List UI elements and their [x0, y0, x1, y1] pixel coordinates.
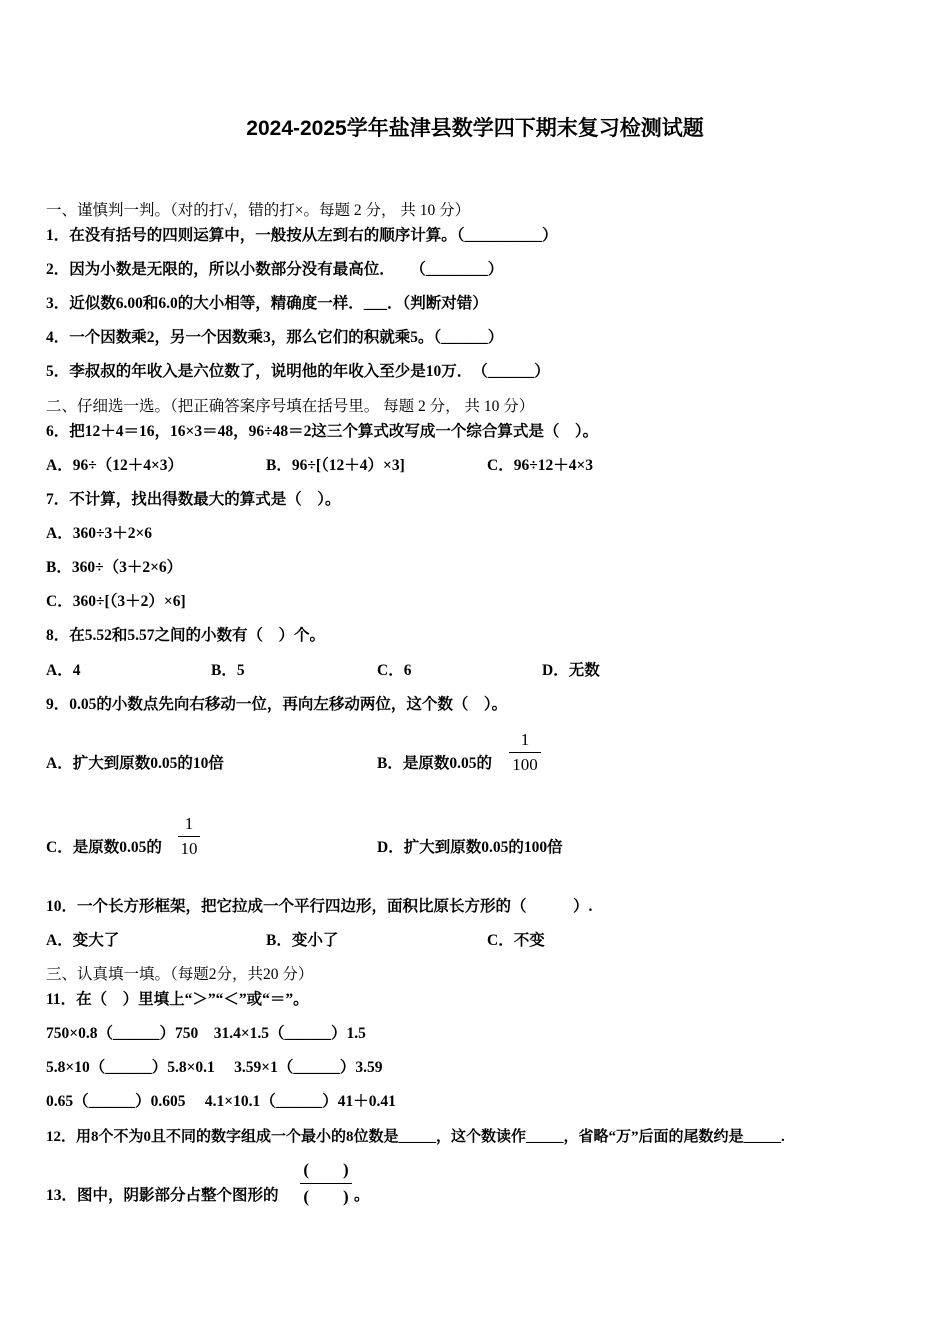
question-9: 9．0.05的小数点先向右移动一位，再向左移动两位，这个数（ ）。	[46, 696, 508, 713]
question-11-row-3: 0.65（______）0.605 4.1×10.1（______）41＋0.41	[46, 1093, 396, 1110]
blank-fraction	[300, 1159, 352, 1208]
section-3-heading: 三、认真填一填。（每题2分，共20 分）	[46, 966, 314, 983]
question-10-option-c: C．不变	[487, 932, 545, 949]
question-6-option-c: C．96÷12＋4×3	[487, 457, 594, 474]
section-2-heading: 二、仔细选一选。（把正确答案序号填在括号里。 每题 2 分， 共 10 分）	[46, 398, 535, 415]
blank-denominator: ( )	[303, 1187, 349, 1206]
question-6-option-b: B．96÷[（12＋4）×3]	[266, 457, 405, 474]
question-11-row-1: 750×0.8（______）750 31.4×1.5（______）1.5	[46, 1025, 366, 1042]
question-8-option-b: B．5	[211, 662, 245, 679]
question-6: 6．把12＋4＝16，16×3＝48，96÷48＝2这三个算式改写成一个综合算式是（ ）。	[46, 423, 599, 440]
question-7-option-a: A．360÷3＋2×6	[46, 525, 153, 542]
question-8-option-c: C．6	[377, 662, 412, 679]
question-9-option-a: A．扩大到原数0.05的10倍	[46, 755, 224, 772]
question-9-option-c: C．是原数0.05的	[46, 839, 162, 856]
question-11: 11．在（ ）里填上“＞”“＜”或“＝”。	[46, 991, 309, 1008]
question-8-option-d: D．无数	[542, 662, 600, 679]
question-13-period: 。	[354, 1187, 370, 1204]
question-7-option-c: C．360÷[（3＋2）×6]	[46, 593, 186, 610]
question-13: 13．图中，阴影部分占整个图形的	[46, 1187, 279, 1204]
blank-numerator: ( )	[303, 1160, 349, 1179]
question-1: 1．在没有括号的四则运算中，一般按从左到右的顺序计算。（__________）	[46, 227, 558, 244]
fraction-one-hundredth: 1 100	[509, 729, 541, 776]
question-4: 4．一个因数乘2，另一个因数乘3，那么它们的积就乘5。（______）	[46, 329, 504, 346]
question-7: 7．不计算，找出得数最大的算式是（ ）。	[46, 491, 341, 508]
question-7-option-b: B．360÷（3＋2×6）	[46, 559, 183, 576]
question-8-option-a: A．4	[46, 662, 81, 679]
question-3: 3．近似数6.00和6.0的大小相等，精确度一样．___．（判断对错）	[46, 295, 488, 312]
question-8: 8．在5.52和5.57之间的小数有（ ）个。	[46, 627, 326, 644]
question-2: 2．因为小数是无限的，所以小数部分没有最高位． （________）	[46, 261, 504, 278]
section-1-heading: 一、谨慎判一判。（对的打√，错的打×。每题 2 分， 共 10 分）	[46, 202, 471, 219]
question-6-option-a: A．96÷（12＋4×3）	[46, 457, 184, 474]
question-9-option-d: D．扩大到原数0.05的100倍	[377, 839, 563, 856]
question-10-option-a: A．变大了	[46, 932, 120, 949]
question-12: 12．用8个不为0且不同的数字组成一个最小的8位数是_____，这个数读作_____，省略“万”后面的尾数约是_____.	[46, 1129, 785, 1145]
page-title: 2024-2025学年盐津县数学四下期末复习检测试题	[246, 117, 704, 140]
question-5: 5．李叔叔的年收入是六位数了，说明他的年收入至少是10万． （______）	[46, 363, 550, 380]
question-10-option-b: B．变小了	[266, 932, 339, 949]
question-10: 10．一个长方形框架，把它拉成一个平行四边形，面积比原长方形的（ ）.	[46, 898, 593, 915]
question-9-option-b: B．是原数0.05的	[377, 755, 492, 772]
fraction-one-tenth: 1 10	[178, 813, 200, 860]
question-11-row-2: 5.8×10（______）5.8×0.1 3.59×1（______）3.59	[46, 1059, 383, 1076]
